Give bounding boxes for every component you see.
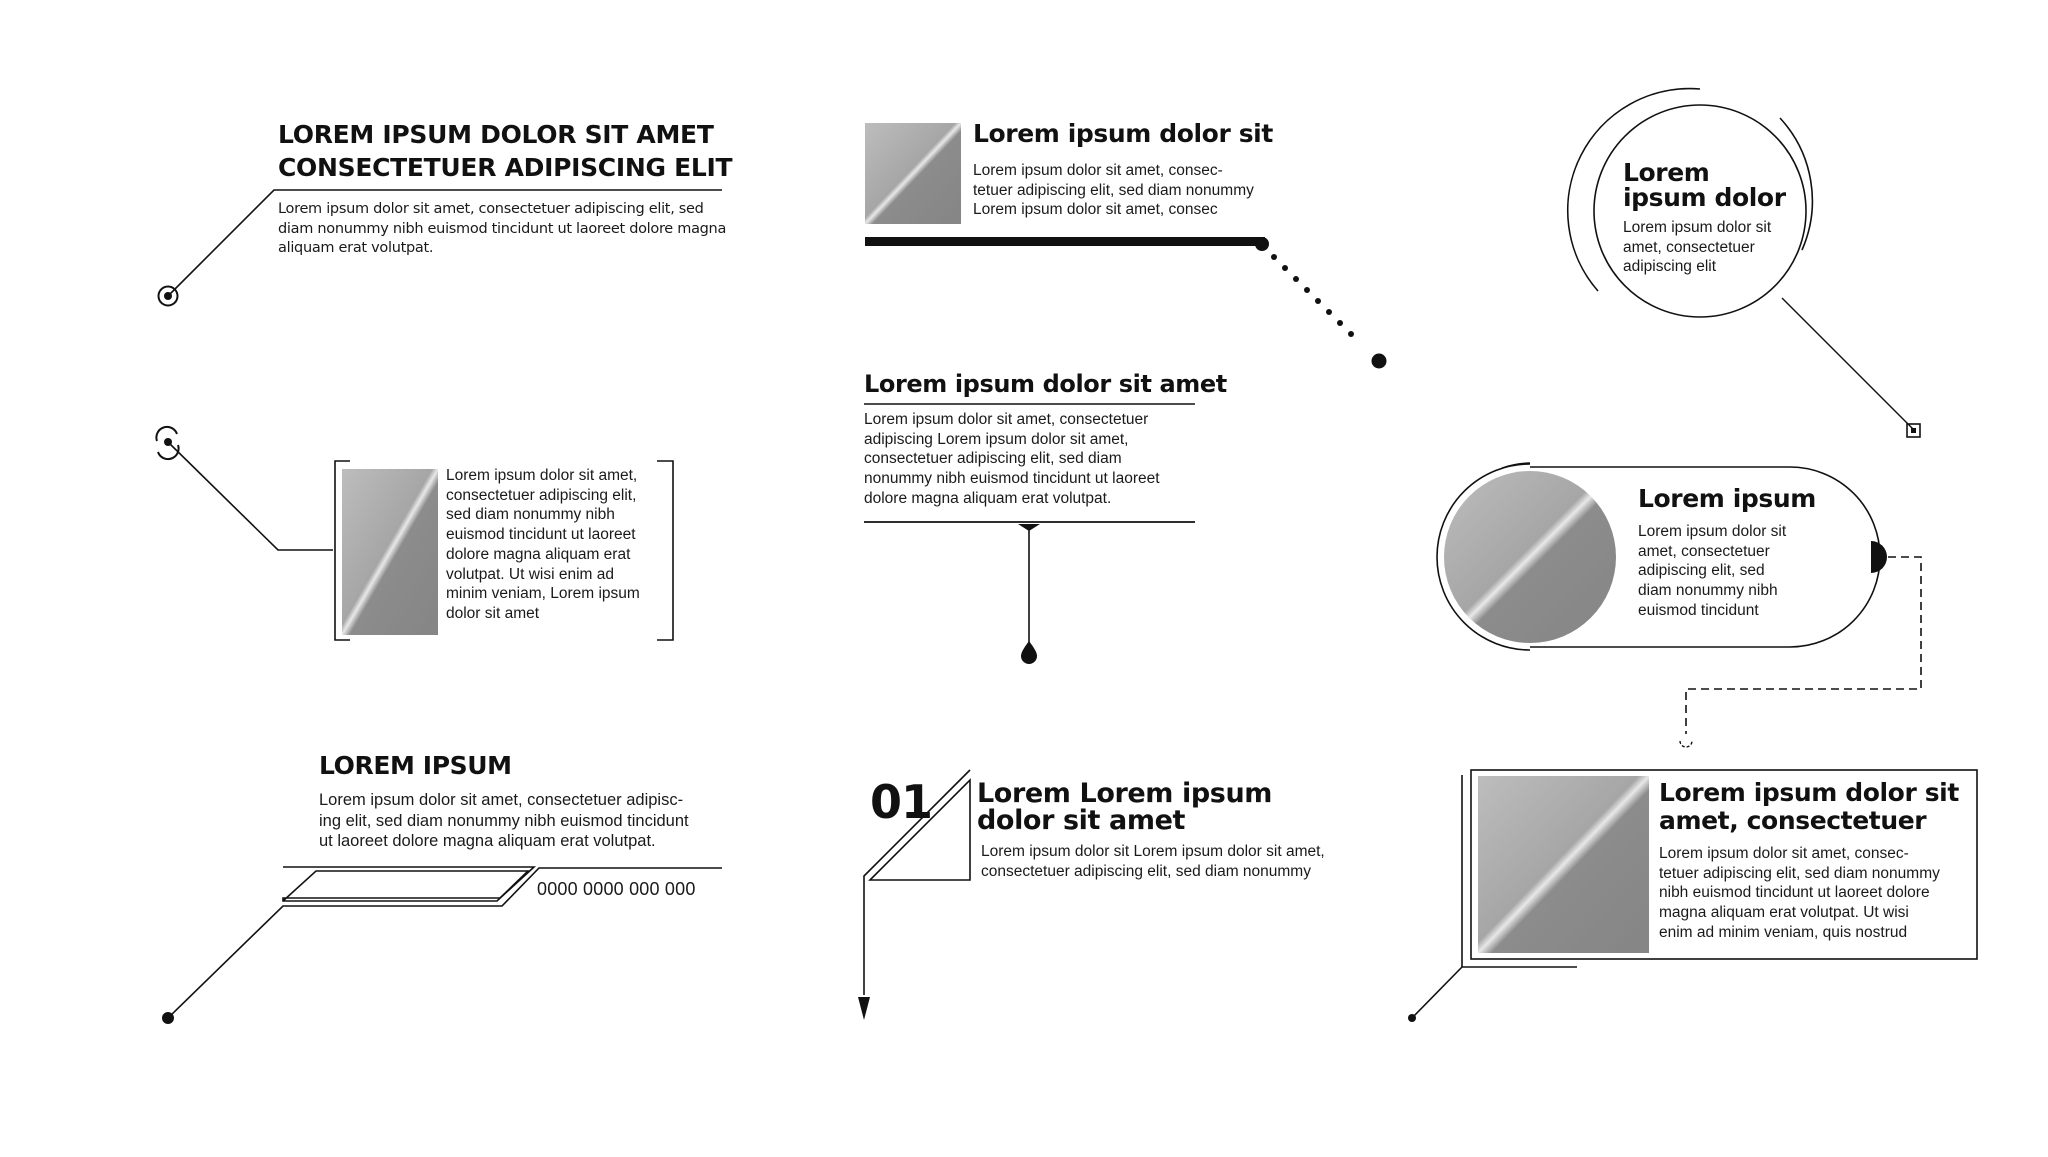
callout-3-anchor-square <box>1911 428 1916 433</box>
callout-1-body: Lorem ipsum dolor sit amet, consectetuer adipiscing elit, sed diam nonummy nibh euismod tincidunt ut laoreet dolore magna aliquam erat volutpat. <box>278 201 727 256</box>
callout-6-title: Lorem ipsum <box>1638 484 1816 513</box>
callout-2-body: Lorem ipsum dolor sit amet, consec- tetuer adipiscing elit, sed diam nonummy Lorem ipsum dolor sit amet, consec <box>973 162 1254 218</box>
callout-1-anchor-dot <box>164 292 172 300</box>
callout-7-anchor-dot <box>162 1012 174 1024</box>
callout-9-anchor-dot <box>1408 1014 1416 1022</box>
callout-4-anchor-dot <box>164 438 172 446</box>
callout-6-body: Lorem ipsum dolor sit amet, consectetuer adipiscing elit, sed diam nonummy nibh euismod tincidunt <box>1638 523 1787 619</box>
callout-3-body: Lorem ipsum dolor sit amet, consectetuer adipiscing elit <box>1623 219 1772 275</box>
callout-1-title-line1: LOREM IPSUM DOLOR SIT AMET <box>278 120 714 149</box>
callout-9-body: Lorem ipsum dolor sit amet, consec- tetuer adipiscing elit, sed diam nonummy nibh euismod tincidunt ut laoreet dolore magna aliquam erat volutpat. Ut wisi enim ad minim veniam, quis nostrud <box>1659 845 1940 941</box>
callout-5-body: Lorem ipsum dolor sit amet, consectetuer adipiscing Lorem ipsum dolor sit amet, consectetuer adipiscing elit, sed diam nonummy nibh euismod tincidunt ut laoreet dolore magna aliquam erat volutpat. <box>864 411 1160 507</box>
callout-5-drop-icon <box>1021 641 1037 664</box>
callout-2-anchor-dot <box>1372 354 1387 369</box>
callout-2-thick-bar <box>865 237 1265 246</box>
callout-6-image <box>1444 471 1616 643</box>
callout-6-anchor-half-dot <box>1871 541 1887 573</box>
callout-3-title: Lorem ipsum dolor <box>1623 158 1786 212</box>
callout-9-title: Lorem ipsum dolor sit amet, consectetuer <box>1659 778 1959 835</box>
callout-6-small-ring <box>1680 741 1692 747</box>
callout-2-title: Lorem ipsum dolor sit <box>973 119 1273 148</box>
callout-1-title-line2: CONSECTETUER ADIPISCING ELIT <box>278 153 733 182</box>
callout-2-dotted-leader <box>1271 254 1354 337</box>
callout-5-title: Lorem ipsum dolor sit amet <box>864 370 1227 398</box>
callout-4-image <box>342 469 438 635</box>
callout-2-image <box>865 123 961 224</box>
callout-7-number: 0000 0000 000 000 <box>537 879 696 899</box>
callout-8-arrow-icon <box>858 997 870 1020</box>
callout-4-body: Lorem ipsum dolor sit amet, consectetuer adipiscing elit, sed diam nonummy nibh euismod tincidunt ut laoreet dolore magna aliquam erat volutpat. Ut wisi enim ad minim veniam, Lorem ipsum dolor sit amet <box>446 467 640 622</box>
callout-5-top-cap <box>1018 524 1040 531</box>
callout-2-bar-end <box>1255 237 1269 251</box>
callout-7-body: Lorem ipsum dolor sit amet, consectetuer adipisc- ing elit, sed diam nonummy nibh euismod tincidunt ut laoreet dolore magna aliquam erat volutpat. <box>319 791 689 850</box>
callout-8-body: Lorem ipsum dolor sit Lorem ipsum dolor sit amet, consectetuer adipiscing elit, sed diam nonummy <box>981 843 1325 880</box>
callout-9-image <box>1478 776 1649 953</box>
callout-7-title: LOREM IPSUM <box>319 751 512 780</box>
callout-8-title: Lorem Lorem ipsum dolor sit amet <box>977 778 1273 836</box>
callout-8-step-number: 01 <box>870 775 933 829</box>
